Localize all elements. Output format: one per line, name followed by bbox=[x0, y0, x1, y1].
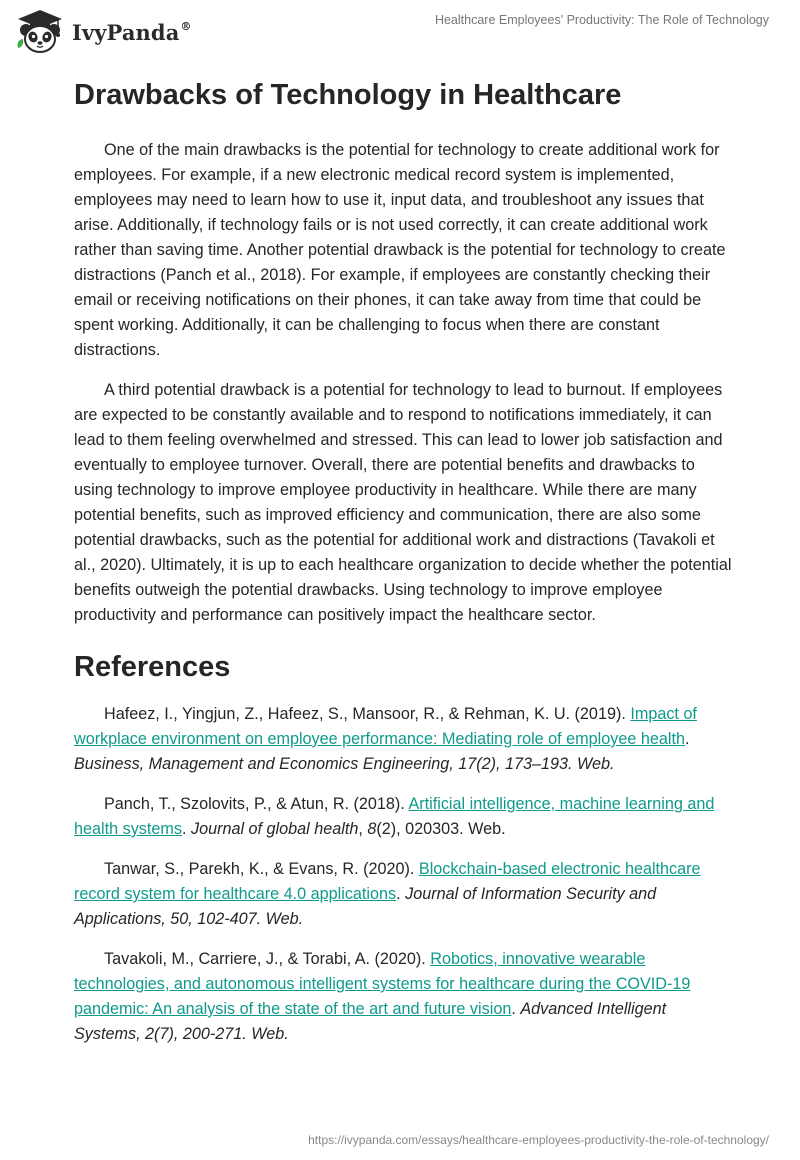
reference-link[interactable]: Blockchain-based electronic healthcare record system for healthcare 4.0 applications bbox=[74, 860, 701, 903]
main-content bbox=[74, 70, 734, 1062]
reference-authors: Tanwar, S., Parekh, K., & Evans, R. (2020). bbox=[104, 860, 419, 878]
registered-mark: ® bbox=[180, 19, 192, 33]
logo[interactable] bbox=[14, 8, 192, 56]
reference-item bbox=[74, 792, 734, 842]
reference-separator: . bbox=[396, 885, 406, 903]
reference-journal: Business, Management and Economics Engineering, 17(2), 173–193. Web. bbox=[74, 755, 615, 773]
logo-name: IvyPanda bbox=[72, 19, 180, 45]
body-paragraph: A third potential drawback is a potential for technology to lead to burnout. If employees are expected to be constantly available and to respond to notifications immediately, it can lead to them feeling overwhelmed and stressed. This can lead to lower job satisfaction and eventually to employee turnover. Overall, there are potential benefits and drawbacks to using technology to improve employee productivity in healthcare. While there are many potential benefits, such as improved efficiency and communication, there are also some potential drawbacks, such as the potential for additional work and distractions (Tavakoli et al., 2020). Ultimately, it is up to each healthcare organization to decide whether the potential benefits outweigh the potential drawbacks. Using technology to improve employee productivity and performance can positively impact the healthcare sector. bbox=[74, 381, 732, 624]
reference-volume: 8 bbox=[367, 820, 377, 838]
reference-item bbox=[74, 947, 734, 1047]
reference-journal: Journal of global health bbox=[190, 820, 359, 838]
section-heading-references: References bbox=[74, 651, 231, 683]
page-header bbox=[0, 0, 800, 60]
reference-item bbox=[74, 857, 734, 932]
body-paragraph: One of the main drawbacks is the potential for technology to create additional work for employees. For example, if a new electronic medical record system is implemented, employees may need to learn how to use it, input data, and troubleshoot any issues that arise. Additionally, if technology fails or is not used correctly, it can create additional work rather than saving time. Another potential drawback is the potential for technology to create distractions (Panch et al., 2018). For example, if employees are constantly checking their email or receiving notifications on their phones, it can take away from time that could be spent working. Additionally, it can be challenging to focus when there are constant distractions. bbox=[74, 141, 726, 359]
section-heading-drawbacks: Drawbacks of Technology in Healthcare bbox=[74, 79, 622, 111]
reference-separator: , bbox=[358, 820, 368, 838]
reference-separator: . bbox=[684, 730, 690, 748]
reference-authors: Tavakoli, M., Carriere, J., & Torabi, A. (2020). bbox=[104, 950, 431, 968]
document-title: Healthcare Employees' Productivity: The Role of Technology bbox=[434, 13, 769, 27]
reference-journal: Advanced Intelligent Systems, 2(7), 200-271. Web. bbox=[74, 1000, 667, 1043]
reference-authors: Panch, T., Szolovits, P., & Atun, R. (2018). bbox=[104, 795, 409, 813]
reference-separator: . bbox=[181, 820, 191, 838]
reference-separator: . bbox=[511, 1000, 521, 1018]
reference-journal: Journal of Information Security and Applications, 50, 102-407. Web. bbox=[74, 885, 657, 928]
reference-link[interactable]: Artificial intelligence, machine learning and health systems bbox=[74, 795, 715, 838]
reference-details: (2), 020303. Web. bbox=[376, 820, 506, 838]
footer-url[interactable]: https://ivypanda.com/essays/healthcare-employees-productivity-the-role-of-technology/ bbox=[308, 1133, 769, 1147]
reference-link[interactable]: Impact of workplace environment on employee performance: Mediating role of employee health bbox=[74, 705, 697, 748]
reference-item bbox=[74, 702, 734, 777]
reference-link[interactable]: Robotics, innovative wearable technologies, and autonomous intelligent systems for healthcare during the COVID-19 pandemic: An analysis of the state of the art and future vision bbox=[74, 950, 691, 1018]
logo-text bbox=[72, 20, 192, 45]
panda-graduate-icon bbox=[14, 8, 66, 56]
reference-authors: Hafeez, I., Yingjun, Z., Hafeez, S., Mansoor, R., & Rehman, K. U. (2019). bbox=[104, 705, 631, 723]
